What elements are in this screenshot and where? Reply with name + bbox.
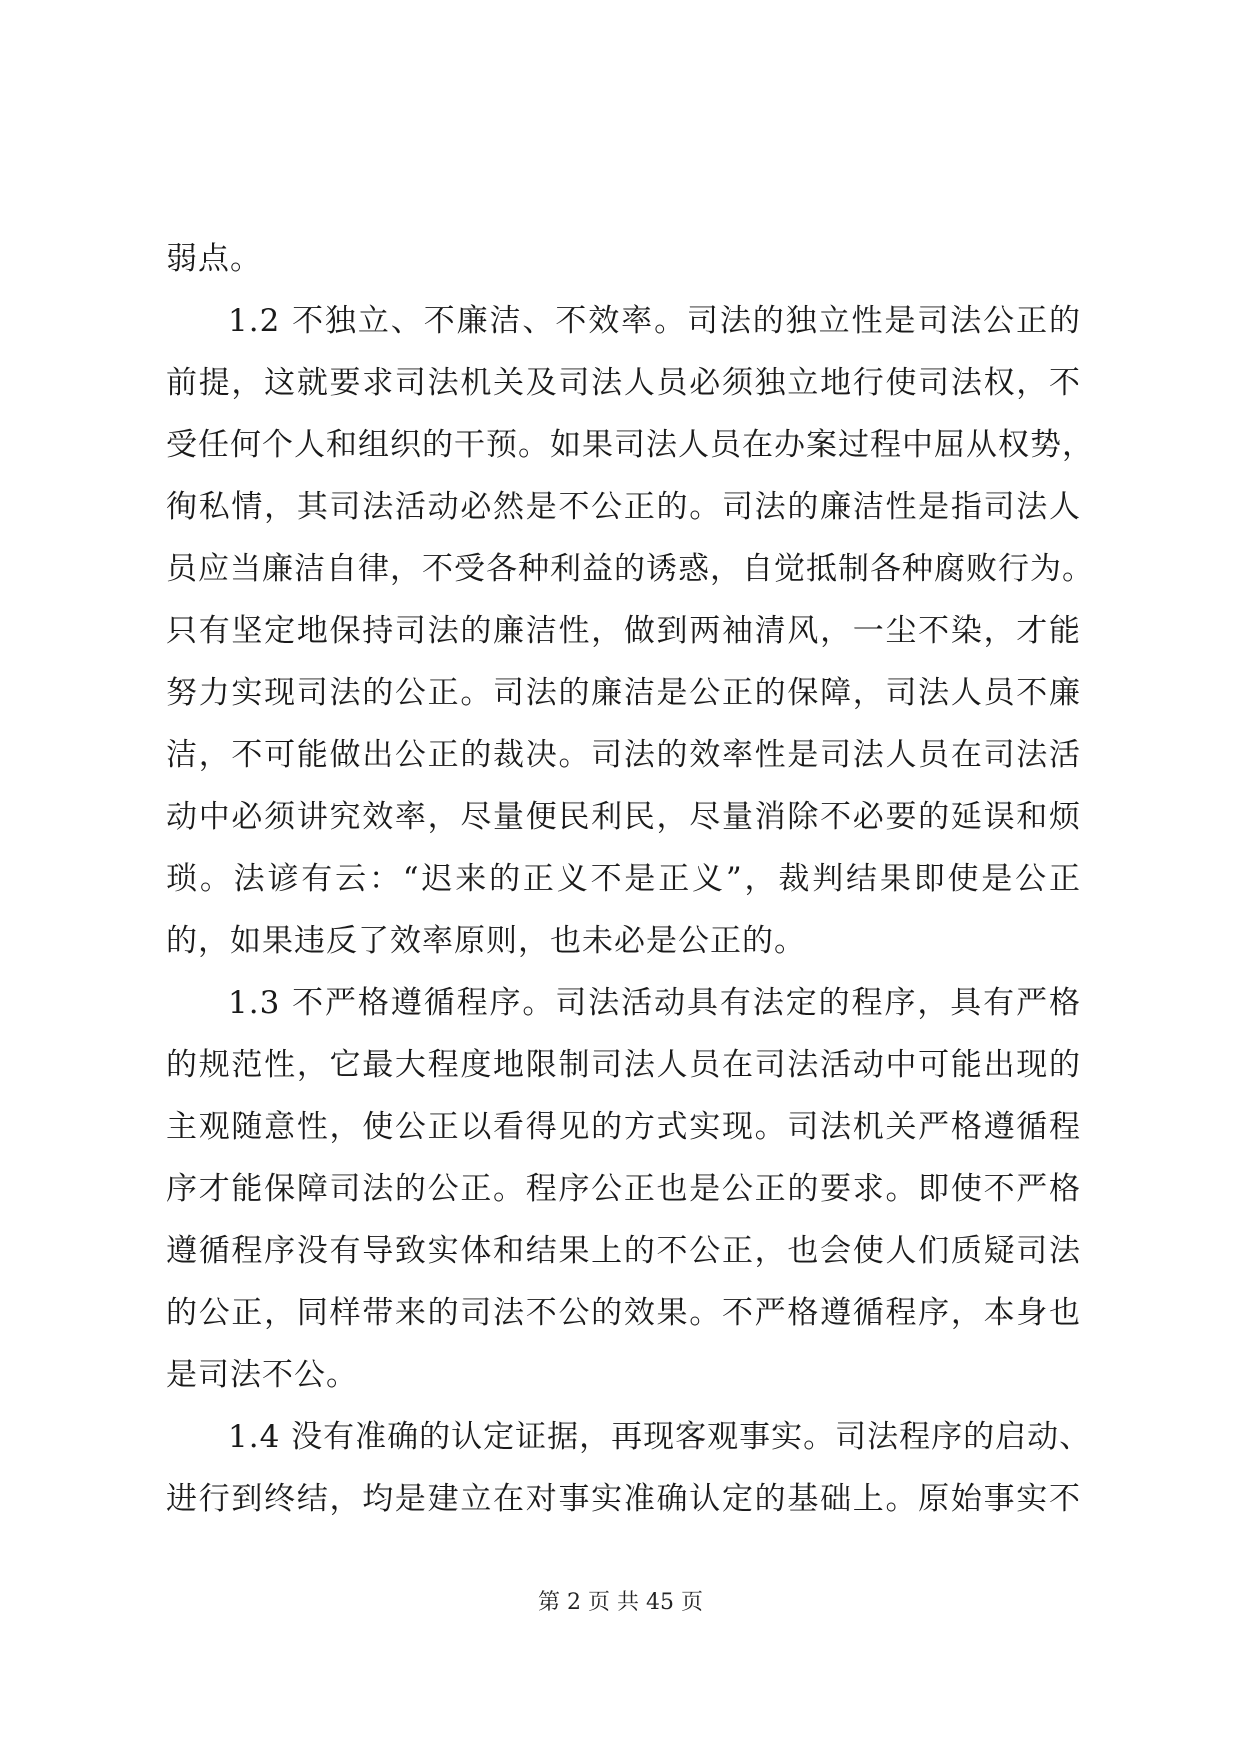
text-line: 进行到终结，均是建立在对事实准确认定的基础上。原始事实不 [166,1481,1081,1517]
text-line: 琐。法谚有云：“迟来的正义不是正义”，裁判结果即使是公正 [166,861,1081,897]
text-line: 弱点。 [166,241,262,277]
text-line: 的公正，同样带来的司法不公的效果。不严格遵循程序，本身也 [166,1295,1081,1331]
text-line: 的，如果违反了效率原则，也未必是公正的。 [166,923,806,959]
text-line: 1.2 不独立、不廉洁、不效率。司法的独立性是司法公正的 [228,303,1081,339]
text-line: 只有坚定地保持司法的廉洁性，做到两袖清风，一尘不染，才能 [166,613,1081,649]
text-line: 洁，不可能做出公正的裁决。司法的效率性是司法人员在司法活 [166,737,1081,773]
text-line: 徇私情，其司法活动必然是不公正的。司法的廉洁性是指司法人 [166,489,1081,525]
text-line: 是司法不公。 [166,1357,358,1393]
text-line: 遵循程序没有导致实体和结果上的不公正，也会使人们质疑司法 [166,1233,1081,1269]
text-line: 的规范性，它最大程度地限制司法人员在司法活动中可能出现的 [166,1047,1081,1083]
text-line: 前提，这就要求司法机关及司法人员必须独立地行使司法权，不 [166,365,1081,401]
body-text [166,228,1094,1530]
text-line: 序才能保障司法的公正。程序公正也是公正的要求。即使不严格 [166,1171,1081,1207]
text-line: 员应当廉洁自律，不受各种利益的诱惑，自觉抵制各种腐败行为。 [166,551,1094,587]
text-line: 1.4 没有准确的认定证据，再现客观事实。司法程序的启动、 [228,1419,1092,1455]
text-line: 1.3 不严格遵循程序。司法活动具有法定的程序，具有严格 [228,985,1081,1021]
text-line: 动中必须讲究效率，尽量便民利民，尽量消除不必要的延误和烦 [166,799,1081,835]
text-line: 努力实现司法的公正。司法的廉洁是公正的保障，司法人员不廉 [166,675,1081,711]
text-line: 受任何个人和组织的干预。如果司法人员在办案过程中屈从权势， [166,427,1094,463]
text-line: 主观随意性，使公正以看得见的方式实现。司法机关严格遵循程 [166,1109,1081,1145]
page-number-footer: 第 2 页 共 45 页 [538,1590,703,1615]
